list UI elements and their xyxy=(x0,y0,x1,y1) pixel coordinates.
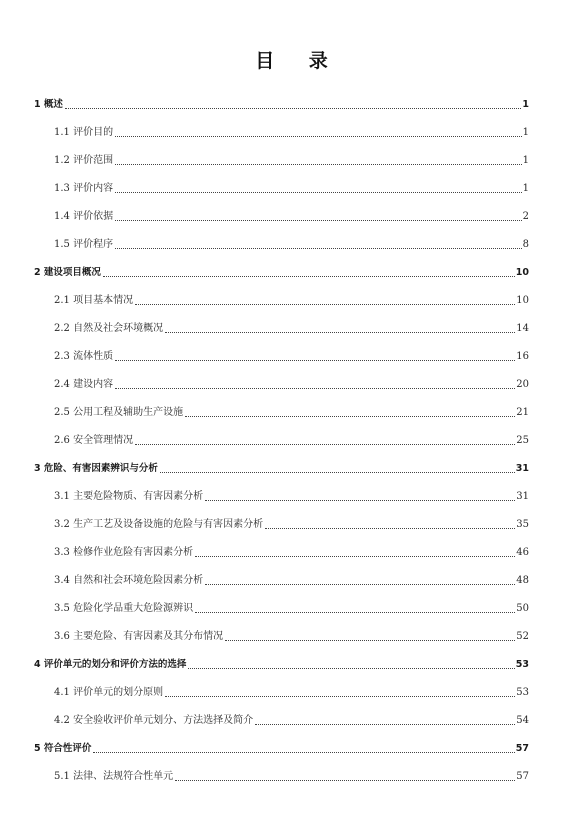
toc-entry-label: 2.6 安全管理情况 xyxy=(54,435,134,446)
toc-entry-label: 2.5 公用工程及辅助生产设施 xyxy=(54,407,184,418)
toc-page-number: 10 xyxy=(516,295,529,306)
toc-page-number: 14 xyxy=(516,323,529,334)
toc-dot-leader xyxy=(175,780,515,781)
toc-chapter-entry[interactable] xyxy=(34,258,529,286)
toc-page-number: 10 xyxy=(515,267,529,278)
toc-entry-label: 4.1 评价单元的划分原则 xyxy=(54,687,164,698)
toc-entry-label: 5 符合性评价 xyxy=(34,743,92,754)
table-of-contents xyxy=(34,90,529,790)
toc-entry-label: 2.3 流体性质 xyxy=(54,351,114,362)
toc-page-number: 35 xyxy=(516,519,529,530)
toc-entry-label: 2 建设项目概况 xyxy=(34,267,101,278)
toc-page-number: 31 xyxy=(515,463,529,474)
toc-entry-label: 2.1 项目基本情况 xyxy=(54,295,134,306)
toc-entry-label: 1.5 评价程序 xyxy=(54,239,114,250)
toc-entry-label: 2.4 建设内容 xyxy=(54,379,114,390)
toc-section-entry[interactable] xyxy=(34,286,529,314)
toc-dot-leader xyxy=(103,276,515,277)
toc-entry-label: 3.2 生产工艺及设备设施的危险与有害因素分析 xyxy=(54,519,264,530)
toc-page-number: 53 xyxy=(516,687,529,698)
toc-entry-label: 3 危险、有害因素辨识与分析 xyxy=(34,463,158,474)
toc-section-entry[interactable] xyxy=(34,342,529,370)
toc-dot-leader xyxy=(115,164,522,165)
toc-entry-label: 4.2 安全验收评价单元划分、方法选择及简介 xyxy=(54,715,254,726)
toc-entry-label: 5.1 法律、法规符合性单元 xyxy=(54,771,174,782)
toc-dot-leader xyxy=(165,332,515,333)
toc-page-number: 1 xyxy=(522,183,529,194)
toc-section-entry[interactable] xyxy=(34,538,529,566)
toc-dot-leader xyxy=(255,724,515,725)
toc-section-entry[interactable] xyxy=(34,594,529,622)
toc-section-entry[interactable] xyxy=(34,398,529,426)
toc-dot-leader xyxy=(115,192,522,193)
toc-dot-leader xyxy=(65,108,521,109)
toc-dot-leader xyxy=(185,416,515,417)
toc-dot-leader xyxy=(225,640,515,641)
toc-page-number: 57 xyxy=(515,743,529,754)
toc-entry-label: 3.5 危险化学品重大危险源辨识 xyxy=(54,603,194,614)
toc-entry-label: 3.3 检修作业危险有害因素分析 xyxy=(54,547,194,558)
toc-section-entry[interactable] xyxy=(34,118,529,146)
toc-dot-leader xyxy=(135,304,515,305)
toc-page-number: 50 xyxy=(516,603,529,614)
toc-entry-label: 1.4 评价依据 xyxy=(54,211,114,222)
toc-page-number: 54 xyxy=(516,715,529,726)
toc-entry-label: 1.1 评价目的 xyxy=(54,127,114,138)
toc-page-number: 1 xyxy=(522,99,529,110)
toc-page-number: 57 xyxy=(516,771,529,782)
toc-page-number: 2 xyxy=(522,211,529,222)
toc-dot-leader xyxy=(265,528,515,529)
toc-dot-leader xyxy=(115,220,522,221)
toc-chapter-entry[interactable] xyxy=(34,454,529,482)
toc-page-number: 8 xyxy=(522,239,529,250)
toc-section-entry[interactable] xyxy=(34,370,529,398)
toc-dot-leader xyxy=(195,556,515,557)
toc-dot-leader xyxy=(205,584,515,585)
toc-chapter-entry[interactable] xyxy=(34,734,529,762)
toc-chapter-entry[interactable] xyxy=(34,650,529,678)
toc-entry-label: 3.1 主要危险物质、有害因素分析 xyxy=(54,491,204,502)
toc-page-number: 31 xyxy=(516,491,529,502)
toc-page-number: 16 xyxy=(516,351,529,362)
toc-entry-label: 1 概述 xyxy=(34,99,63,110)
toc-section-entry[interactable] xyxy=(34,566,529,594)
toc-entry-label: 4 评价单元的划分和评价方法的选择 xyxy=(34,659,187,670)
toc-section-entry[interactable] xyxy=(34,314,529,342)
toc-section-entry[interactable] xyxy=(34,146,529,174)
toc-dot-leader xyxy=(93,752,514,753)
toc-entry-label: 3.6 主要危险、有害因素及其分布情况 xyxy=(54,631,224,642)
toc-dot-leader xyxy=(205,500,515,501)
toc-page-number: 48 xyxy=(516,575,529,586)
toc-page-number: 25 xyxy=(516,435,529,446)
toc-entry-label: 1.2 评价范围 xyxy=(54,155,114,166)
toc-dot-leader xyxy=(188,668,514,669)
toc-section-entry[interactable] xyxy=(34,622,529,650)
toc-dot-leader xyxy=(115,136,522,137)
toc-page-number: 21 xyxy=(516,407,529,418)
toc-section-entry[interactable] xyxy=(34,678,529,706)
toc-entry-label: 1.3 评价内容 xyxy=(54,183,114,194)
toc-dot-leader xyxy=(115,388,515,389)
toc-section-entry[interactable] xyxy=(34,426,529,454)
toc-section-entry[interactable] xyxy=(34,202,529,230)
toc-dot-leader xyxy=(160,472,515,473)
toc-entry-label: 3.4 自然和社会环境危险因素分析 xyxy=(54,575,204,586)
toc-dot-leader xyxy=(115,248,522,249)
toc-section-entry[interactable] xyxy=(34,230,529,258)
toc-page-number: 20 xyxy=(516,379,529,390)
toc-section-entry[interactable] xyxy=(34,482,529,510)
toc-page-number: 52 xyxy=(516,631,529,642)
toc-section-entry[interactable] xyxy=(34,174,529,202)
toc-entry-label: 2.2 自然及社会环境概况 xyxy=(54,323,164,334)
toc-dot-leader xyxy=(165,696,515,697)
toc-title: 目 录 xyxy=(255,50,342,72)
toc-page-number: 46 xyxy=(516,547,529,558)
toc-page-number: 1 xyxy=(522,155,529,166)
toc-section-entry[interactable] xyxy=(34,706,529,734)
toc-section-entry[interactable] xyxy=(34,762,529,790)
toc-dot-leader xyxy=(195,612,515,613)
toc-page-number: 53 xyxy=(515,659,529,670)
toc-page-number: 1 xyxy=(522,127,529,138)
toc-section-entry[interactable] xyxy=(34,510,529,538)
toc-chapter-entry[interactable] xyxy=(34,90,529,118)
toc-dot-leader xyxy=(135,444,515,445)
toc-dot-leader xyxy=(115,360,515,361)
